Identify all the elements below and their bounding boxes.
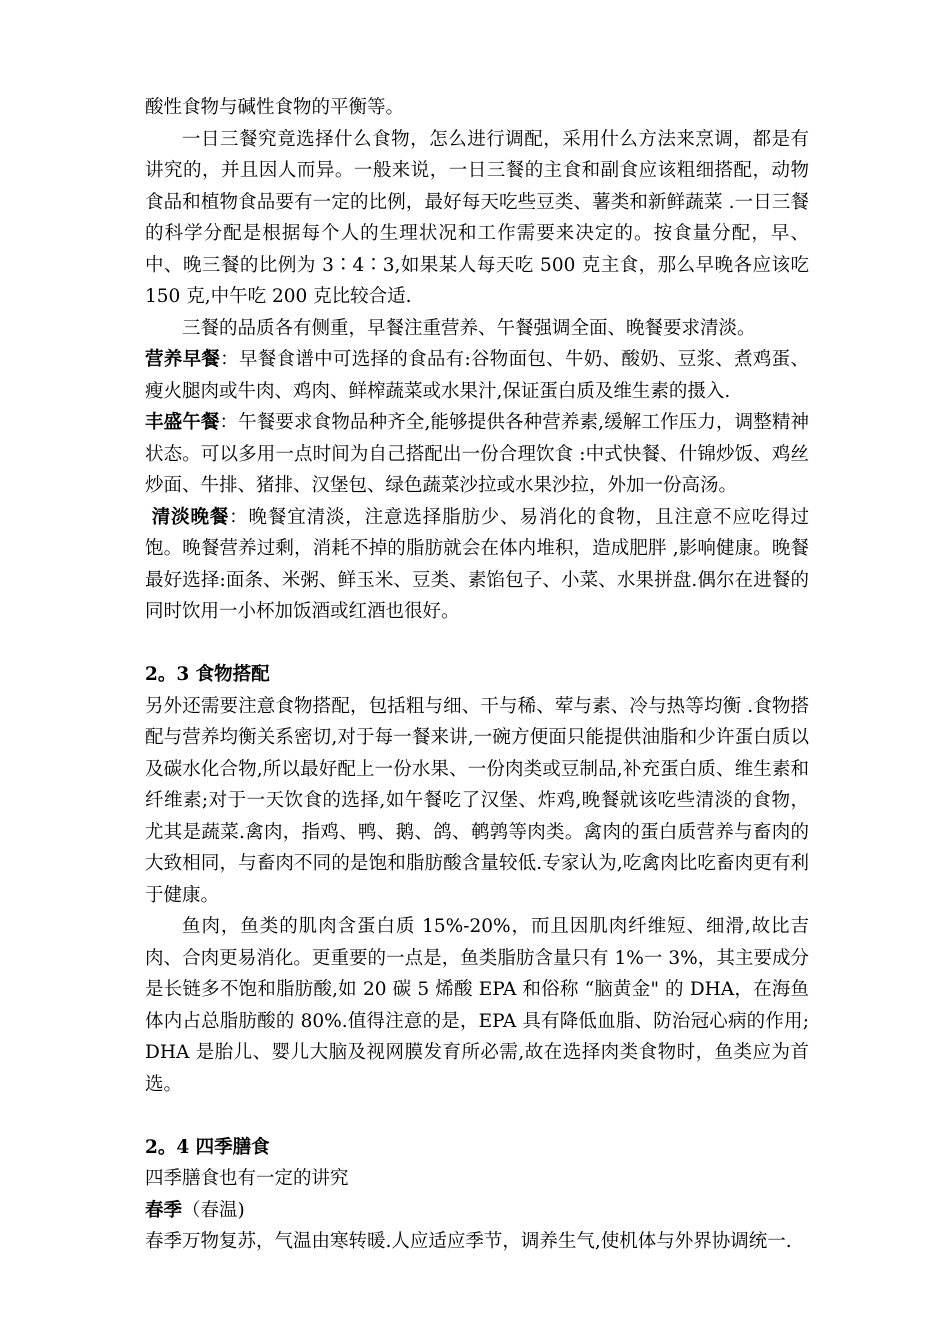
spring-note: （春温) [182, 1199, 245, 1221]
paragraph-meal-quality: 三餐的品质各有侧重，早餐注重营养、午餐强调全面、晚餐要求清淡。 [182, 317, 756, 339]
paragraph-acid-base: 酸性食物与碱性食物的平衡等。 [145, 97, 405, 118]
blank-line [145, 628, 809, 660]
paragraph-spring: 春季万物复苏，气温由寒转暖.人应适应季节，调养生气,使机体与外界协调统一. [145, 1231, 792, 1252]
spring-label: 春季 [145, 1199, 183, 1221]
spring-subheading [145, 1195, 809, 1227]
dinner-label: 清淡晚餐 [151, 506, 230, 528]
breakfast-text: ：早餐食谱中可选择的食品有:谷物面包、牛奶、酸奶、豆浆、煮鸡蛋、瘦火腿肉或牛肉、鸡肉、鲜榨蔬菜或水果汁,保证蛋白质及维生素的摄入. [145, 349, 809, 402]
dinner-text: ：晚餐宜清淡，注意选择脂肪少、易消化的食物，且注意不应吃得过饱。晚餐营养过剩，消耗不掉的脂肪就会在体内堆积，造成肥胖 ,影响健康。晚餐最好选择:面条、米粥、鲜玉米、豆类、素馅包子、小菜、水果拼盘.偶尔在进餐的同时饮用一小杯加饭酒或红酒也很好。 [145, 506, 809, 622]
paragraph-fish: 鱼肉，鱼类的肌肉含蛋白质 15%-20%，而且因肌肉纤维短、细滑,故比吉肉、合肉更易消化。更重要的一点是，鱼类脂肪含量只有 1%一 3%，其主要成分是长链多不饱和脂肪酸,如 20 碳 5 烯酸 EPA 和俗称 “脑黄金" 的 DHA，在海鱼体内占总脂肪酸的 80%.值得注意的是，EPA 具有降低血脂、防治冠心病的作用; DHA 是胎儿、婴儿大脑及视网膜发育所必需,故在选择肉类食物时，鱼类应为首选。 [145, 916, 809, 1095]
breakfast-label: 营养早餐 [145, 349, 221, 370]
lunch-label: 丰盛午餐 [145, 412, 220, 433]
section-heading-2-3: 2。3 食物搭配 [145, 664, 270, 685]
paragraph-dinner [145, 502, 809, 628]
paragraph-food-pairing: 另外还需要注意食物搭配，包括粗与细、干与稀、荤与素、冷与热等均衡 .食物搭配与营养均衡关系密切,对于每一餐来讲,一碗方便面只能提供油脂和少许蛋白质以及碳水化合物,所以最好配上一份水果、一份肉类或豆制品,补充蛋白质、维生素和纤维素;对于一天饮食的选择,如午餐吃了汉堡、炸鸡,晚餐就该吃些清淡的食物，尤其是蔬菜.禽肉，指鸡、鸭、鹅、鸽、鹌鹑等肉类。禽肉的蛋白质营养与畜肉的大致相同，与畜肉不同的是饱和脂肪酸含量较低.专家认为,吃禽肉比吃畜肉更有利于健康。 [145, 695, 809, 906]
paragraph-breakfast [145, 344, 809, 407]
paragraph-seasonal-intro: 四季膳食也有一定的讲究 [145, 1168, 349, 1189]
paragraph-lunch [145, 407, 809, 502]
paragraph-three-meals: 一日三餐究竟选择什么食物，怎么进行调配，采用什么方法来烹调，都是有讲究的，并且因人而异。一般来说，一日三餐的主食和副食应该粗细搭配，动物食品和植物食品要有一定的比例，最好每天吃些豆类、薯类和新鲜蔬菜 .一日三餐的科学分配是根据每个人的生理状况和工作需要来决定的。按食量分配，早、中、晚三餐的比例为 3∶4∶3,如果某人每天吃 500 克主食，那么早晚各应该吃 150 克,中午吃 200 克比较合适. [145, 128, 809, 307]
section-heading-2-4: 2。4 四季膳食 [145, 1136, 270, 1158]
document-page [145, 92, 809, 1258]
blank-line [145, 1100, 809, 1132]
lunch-text: ：午餐要求食物品种齐全,能够提供各种营养素,缓解工作压力，调整精神状态。可以多用一点时间为自己搭配出一份合理饮食 :中式快餐、什锦炒饭、鸡丝炒面、牛排、猪排、汉堡包、绿色蔬菜沙拉或水果沙拉，外加一份高汤。 [145, 412, 809, 496]
